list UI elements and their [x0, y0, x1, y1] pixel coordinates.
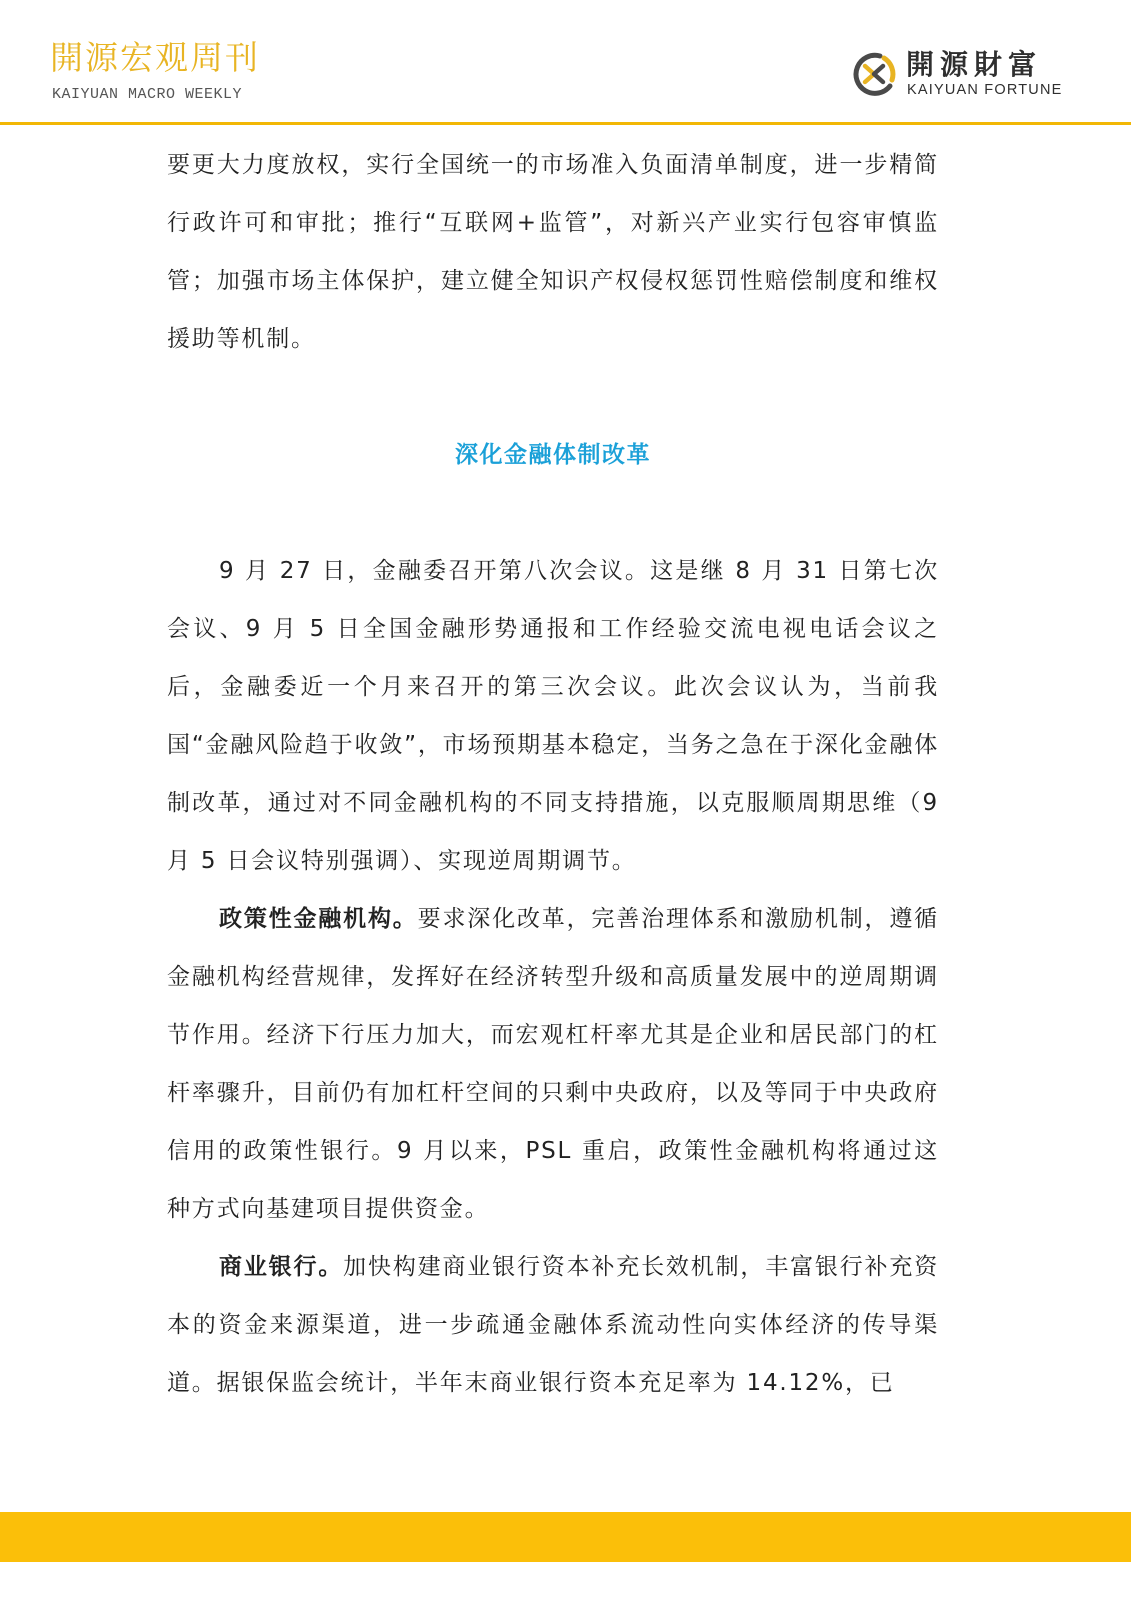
section-spacer-bottom	[167, 484, 939, 542]
publication-title: 開源宏观周刊	[50, 38, 260, 77]
paragraph-text: 要求深化改革，完善治理体系和激励机制，遵循金融机构经营规律，发挥好在经济转型升级和高质量发展中的逆周期调节作用。经济下行压力加大，而宏观杠杆率尤其是企业和居民部门的杠杆率骤升，目前仍有加杠杆空间的只剩中央政府，以及等同于中央政府信用的政策性银行。9 月以来，PSL 重启，政策性金融机构将通过这种方式向基建项目提供资金。	[167, 906, 939, 1222]
publication-subtitle: KAIYUAN MACRO WEEKLY	[52, 86, 243, 103]
brand-name-en: KAIYUAN FORTUNE	[907, 82, 1063, 98]
brand-logo	[850, 46, 1080, 106]
section-spacer-top	[167, 368, 939, 426]
section-heading: 深化金融体制改革	[455, 442, 651, 468]
paragraph-meeting	[167, 542, 939, 890]
brand-name-cn: 開源財富	[906, 48, 1043, 81]
paragraph-text: 9 月 27 日，金融委召开第八次会议。这是继 8 月 31 日第七次会议、9 月 5 日全国金融形势通报和工作经验交流电视电话会议之后，金融委近一个月来召开的第三次会议。此次会议认为，当前我国“金融风险趋于收敛”，市场预期基本稳定，当务之急在于深化金融体制改革，通过对不同金融机构的不同支持措施，以克服顺周期思维（9 月 5 日会议特别强调）、实现逆周期调节。	[167, 558, 939, 874]
paragraph-lead: 政策性金融机构。	[219, 906, 418, 932]
paragraph-commercial-banks	[167, 1238, 939, 1412]
kaiyuan-logo-icon	[850, 50, 898, 98]
paragraph-lead: 商业银行。	[219, 1254, 344, 1280]
paragraph-text: 加快构建商业银行资本补充长效机制，丰富银行补充资本的资金来源渠道，进一步疏通金融体系流动性向实体经济的传导渠道。据银保监会统计，半年末商业银行资本充足率为 14.12%，已	[167, 1254, 940, 1396]
footer-bar	[0, 1512, 1131, 1562]
intro-paragraph: 要更大力度放权，实行全国统一的市场准入负面清单制度，进一步精简行政许可和审批；推行“互联网+监管”，对新兴产业实行包容审慎监管；加强市场主体保护，建立健全知识产权侵权惩罚性赔偿制度和维权援助等机制。	[167, 152, 939, 352]
document-body	[167, 136, 939, 1412]
paragraph-policy-banks	[167, 890, 939, 1238]
header-divider	[0, 122, 1131, 125]
page-header	[0, 0, 1131, 125]
